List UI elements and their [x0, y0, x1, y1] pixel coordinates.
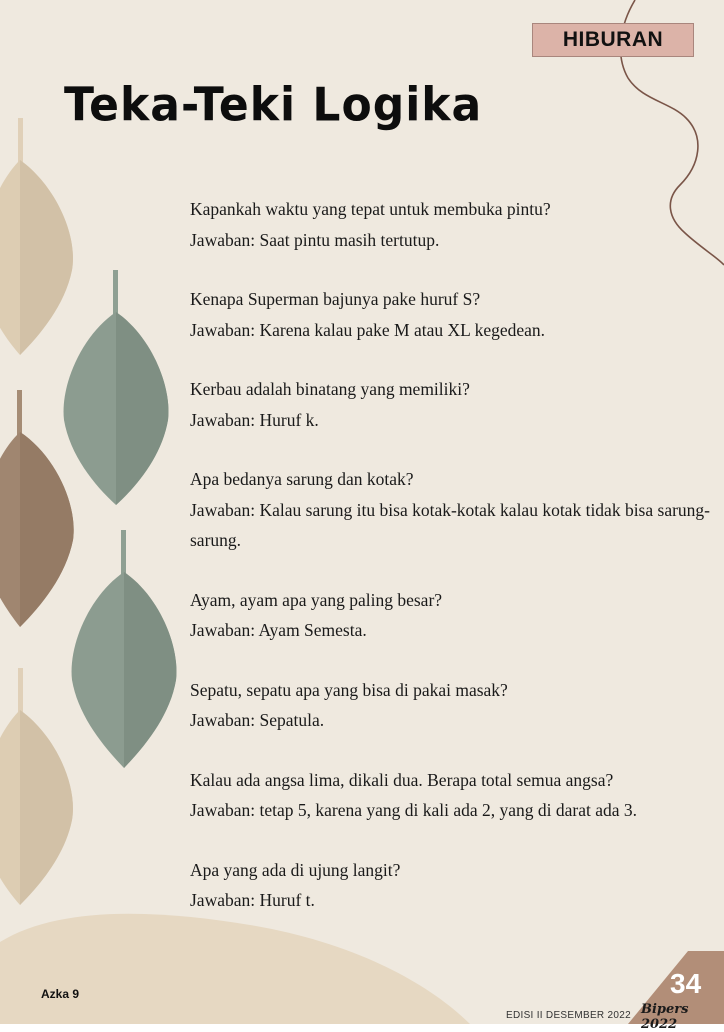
leaf-icon — [0, 118, 73, 355]
edition-label: EDISI II DESEMBER 2022 — [506, 1010, 631, 1021]
riddle-item — [190, 675, 710, 736]
riddle-question: Kerbau adalah binatang yang memiliki? — [190, 379, 470, 399]
riddle-question: Apa bedanya sarung dan kotak? — [190, 469, 414, 489]
page-title: Teka-Teki Logika — [64, 78, 483, 133]
riddle-answer: Jawaban: Saat pintu masih tertutup. — [190, 229, 440, 250]
brand-logo-text: Bipers 2022 — [641, 1002, 689, 1032]
riddle-item — [190, 464, 710, 556]
section-badge: HIBURAN — [532, 23, 694, 57]
riddle-item — [190, 284, 710, 345]
leaf-icon — [72, 530, 177, 768]
riddle-answer: Jawaban: tetap 5, karena yang di kali ada 2, yang di darat ada 3. — [190, 800, 638, 820]
leaf-icon — [0, 390, 74, 627]
riddle-question: Kapankah waktu yang tepat untuk membuka pintu? — [190, 199, 551, 219]
riddle-question: Ayam, ayam apa yang paling besar? — [190, 589, 443, 610]
riddle-question: Apa yang ada di ujung langit? — [190, 859, 401, 880]
riddle-item — [190, 585, 710, 646]
riddle-item — [190, 194, 710, 255]
riddle-question: Kenapa Superman bajunya pake huruf S? — [190, 289, 481, 309]
riddle-question: Kalau ada angsa lima, dikali dua. Berapa total semua angsa? — [190, 769, 614, 790]
riddle-question: Sepatu, sepatu apa yang bisa di pakai masak? — [190, 679, 508, 700]
riddle-item — [190, 765, 710, 826]
riddle-answer: Jawaban: Huruf t. — [190, 890, 315, 910]
riddle-answer: Jawaban: Huruf k. — [190, 409, 319, 430]
riddle-item — [190, 374, 710, 435]
riddle-answer: Jawaban: Sepatula. — [190, 710, 325, 730]
author-credit: Azka 9 — [41, 987, 80, 1001]
riddle-answer: Jawaban: Karena kalau pake M atau XL kegedean. — [190, 319, 546, 340]
leaf-icon — [0, 668, 73, 905]
riddle-item — [190, 855, 710, 916]
riddle-list — [190, 194, 710, 945]
riddle-answer: Jawaban: Ayam Semesta. — [190, 620, 367, 640]
leaf-icon — [64, 270, 169, 505]
riddle-answer: Jawaban: Kalau sarung itu bisa kotak-kotak kalau kotak tidak bisa sarung-sarung. — [190, 499, 710, 550]
page-number: 34 — [670, 968, 702, 999]
